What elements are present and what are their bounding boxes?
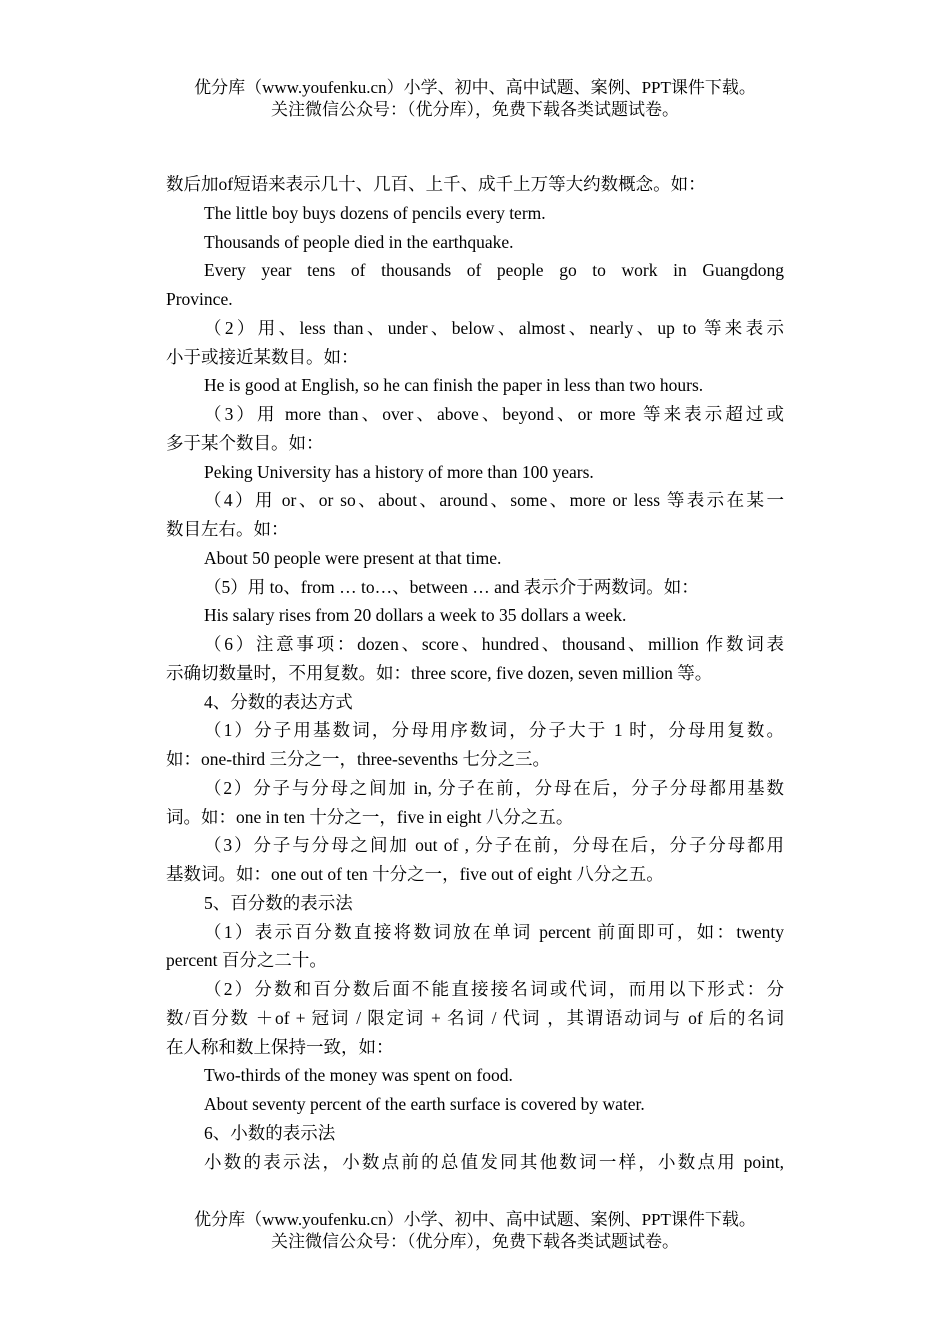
document-body — [166, 170, 784, 1176]
text-line: 数后加of短语来表示几十、几百、上千、成千上万等大约数概念。如： — [166, 174, 706, 194]
example-sentence: About 50 people were present at that time. — [204, 547, 502, 568]
text-line: 在人称和数上保持一致，如： — [166, 1036, 394, 1057]
header-line-2: 关注微信公众号：（优分库），免费下载各类试题试卷。 — [271, 100, 679, 119]
section-heading: 5、百分数的表示法 — [204, 892, 353, 913]
text-line: 示确切数量时，不用复数。如：three score, five dozen, seven million 等。 — [166, 662, 713, 683]
footer-line-1: 优分库（www.youfenku.cn）小学、初中、高中试题、案例、PPT课件下载。 — [194, 1210, 756, 1229]
section-heading: 6、小数的表示法 — [204, 1122, 336, 1143]
rule-item: （4）用 or、or so、about、around、some、more or less 等表示在某一 — [204, 490, 784, 511]
text-line: 小于或接近某数目。如： — [166, 346, 359, 367]
section-heading: 4、分数的表达方式 — [204, 691, 353, 712]
rule-item: （2）用、less than、under、below、almost、nearly、up to 等来表示 — [204, 317, 784, 338]
page-footer — [0, 1209, 950, 1253]
example-sentence: Peking University has a history of more than 100 years. — [204, 461, 594, 482]
rule-item: （3）用 more than、over、above、beyond、or more 等来表示超过或 — [204, 404, 784, 424]
rule-item: （1）表示百分数直接将数词放在单词 percent 前面即可，如：twenty — [204, 921, 784, 942]
text-line: 数/百分数 ＋of + 冠词 / 限定词 + 名词 / 代词 ，其谓语动词与 of 后的名词 — [166, 1007, 784, 1028]
example-sentence: Thousands of people died in the earthquake. — [204, 231, 514, 252]
text-line: 多于某个数目。如： — [166, 432, 324, 453]
rule-item: （2）分子与分母之间加 in, 分子在前，分母在后，分子分母都用基数 — [204, 777, 784, 798]
rule-item: （1）分子用基数词，分母用序数词，分子大于 1 时，分母用复数。 — [204, 720, 784, 741]
text-line: percent 百分之二十。 — [166, 950, 327, 971]
example-sentence: The little boy buys dozens of pencils every term. — [204, 202, 546, 223]
example-sentence: About seventy percent of the earth surface is covered by water. — [204, 1094, 645, 1114]
example-sentence: Two-thirds of the money was spent on food. — [204, 1065, 513, 1086]
example-sentence: Every year tens of thousands of people go to work in Guangdong — [204, 260, 784, 281]
rule-item: （5）用 to、from … to…、between … and 表示介于两数词。如： — [204, 576, 699, 597]
example-sentence: His salary rises from 20 dollars a week to 35 dollars a week. — [204, 605, 627, 626]
text-line: 基数词。如：one out of ten 十分之一，five out of eight 八分之五。 — [166, 864, 664, 884]
rule-item: （2）分数和百分数后面不能直接接名词或代词，而用以下形式：分 — [204, 979, 784, 999]
header-line-1: 优分库（www.youfenku.cn）小学、初中、高中试题、案例、PPT课件下载。 — [194, 78, 756, 97]
rule-item: （6）注意事项：dozen、score、hundred、thousand、million 作数词表 — [204, 634, 784, 654]
page-header — [0, 77, 950, 121]
text-line: 小数的表示法，小数点前的总值发同其他数词一样，小数点用 point, — [204, 1151, 784, 1172]
text-line: Province. — [166, 289, 233, 309]
example-sentence: He is good at English, so he can finish the paper in less than two hours. — [204, 375, 704, 396]
text-line: 数目左右。如： — [166, 519, 289, 539]
text-line: 词。如：one in ten 十分之一，five in eight 八分之五。 — [166, 806, 574, 827]
footer-line-2: 关注微信公众号：（优分库），免费下载各类试题试卷。 — [271, 1232, 679, 1251]
rule-item: （3）分子与分母之间加 out of , 分子在前，分母在后，分子分母都用 — [204, 835, 784, 856]
text-line: 如：one-third 三分之一，three-sevenths 七分之三。 — [166, 749, 550, 769]
